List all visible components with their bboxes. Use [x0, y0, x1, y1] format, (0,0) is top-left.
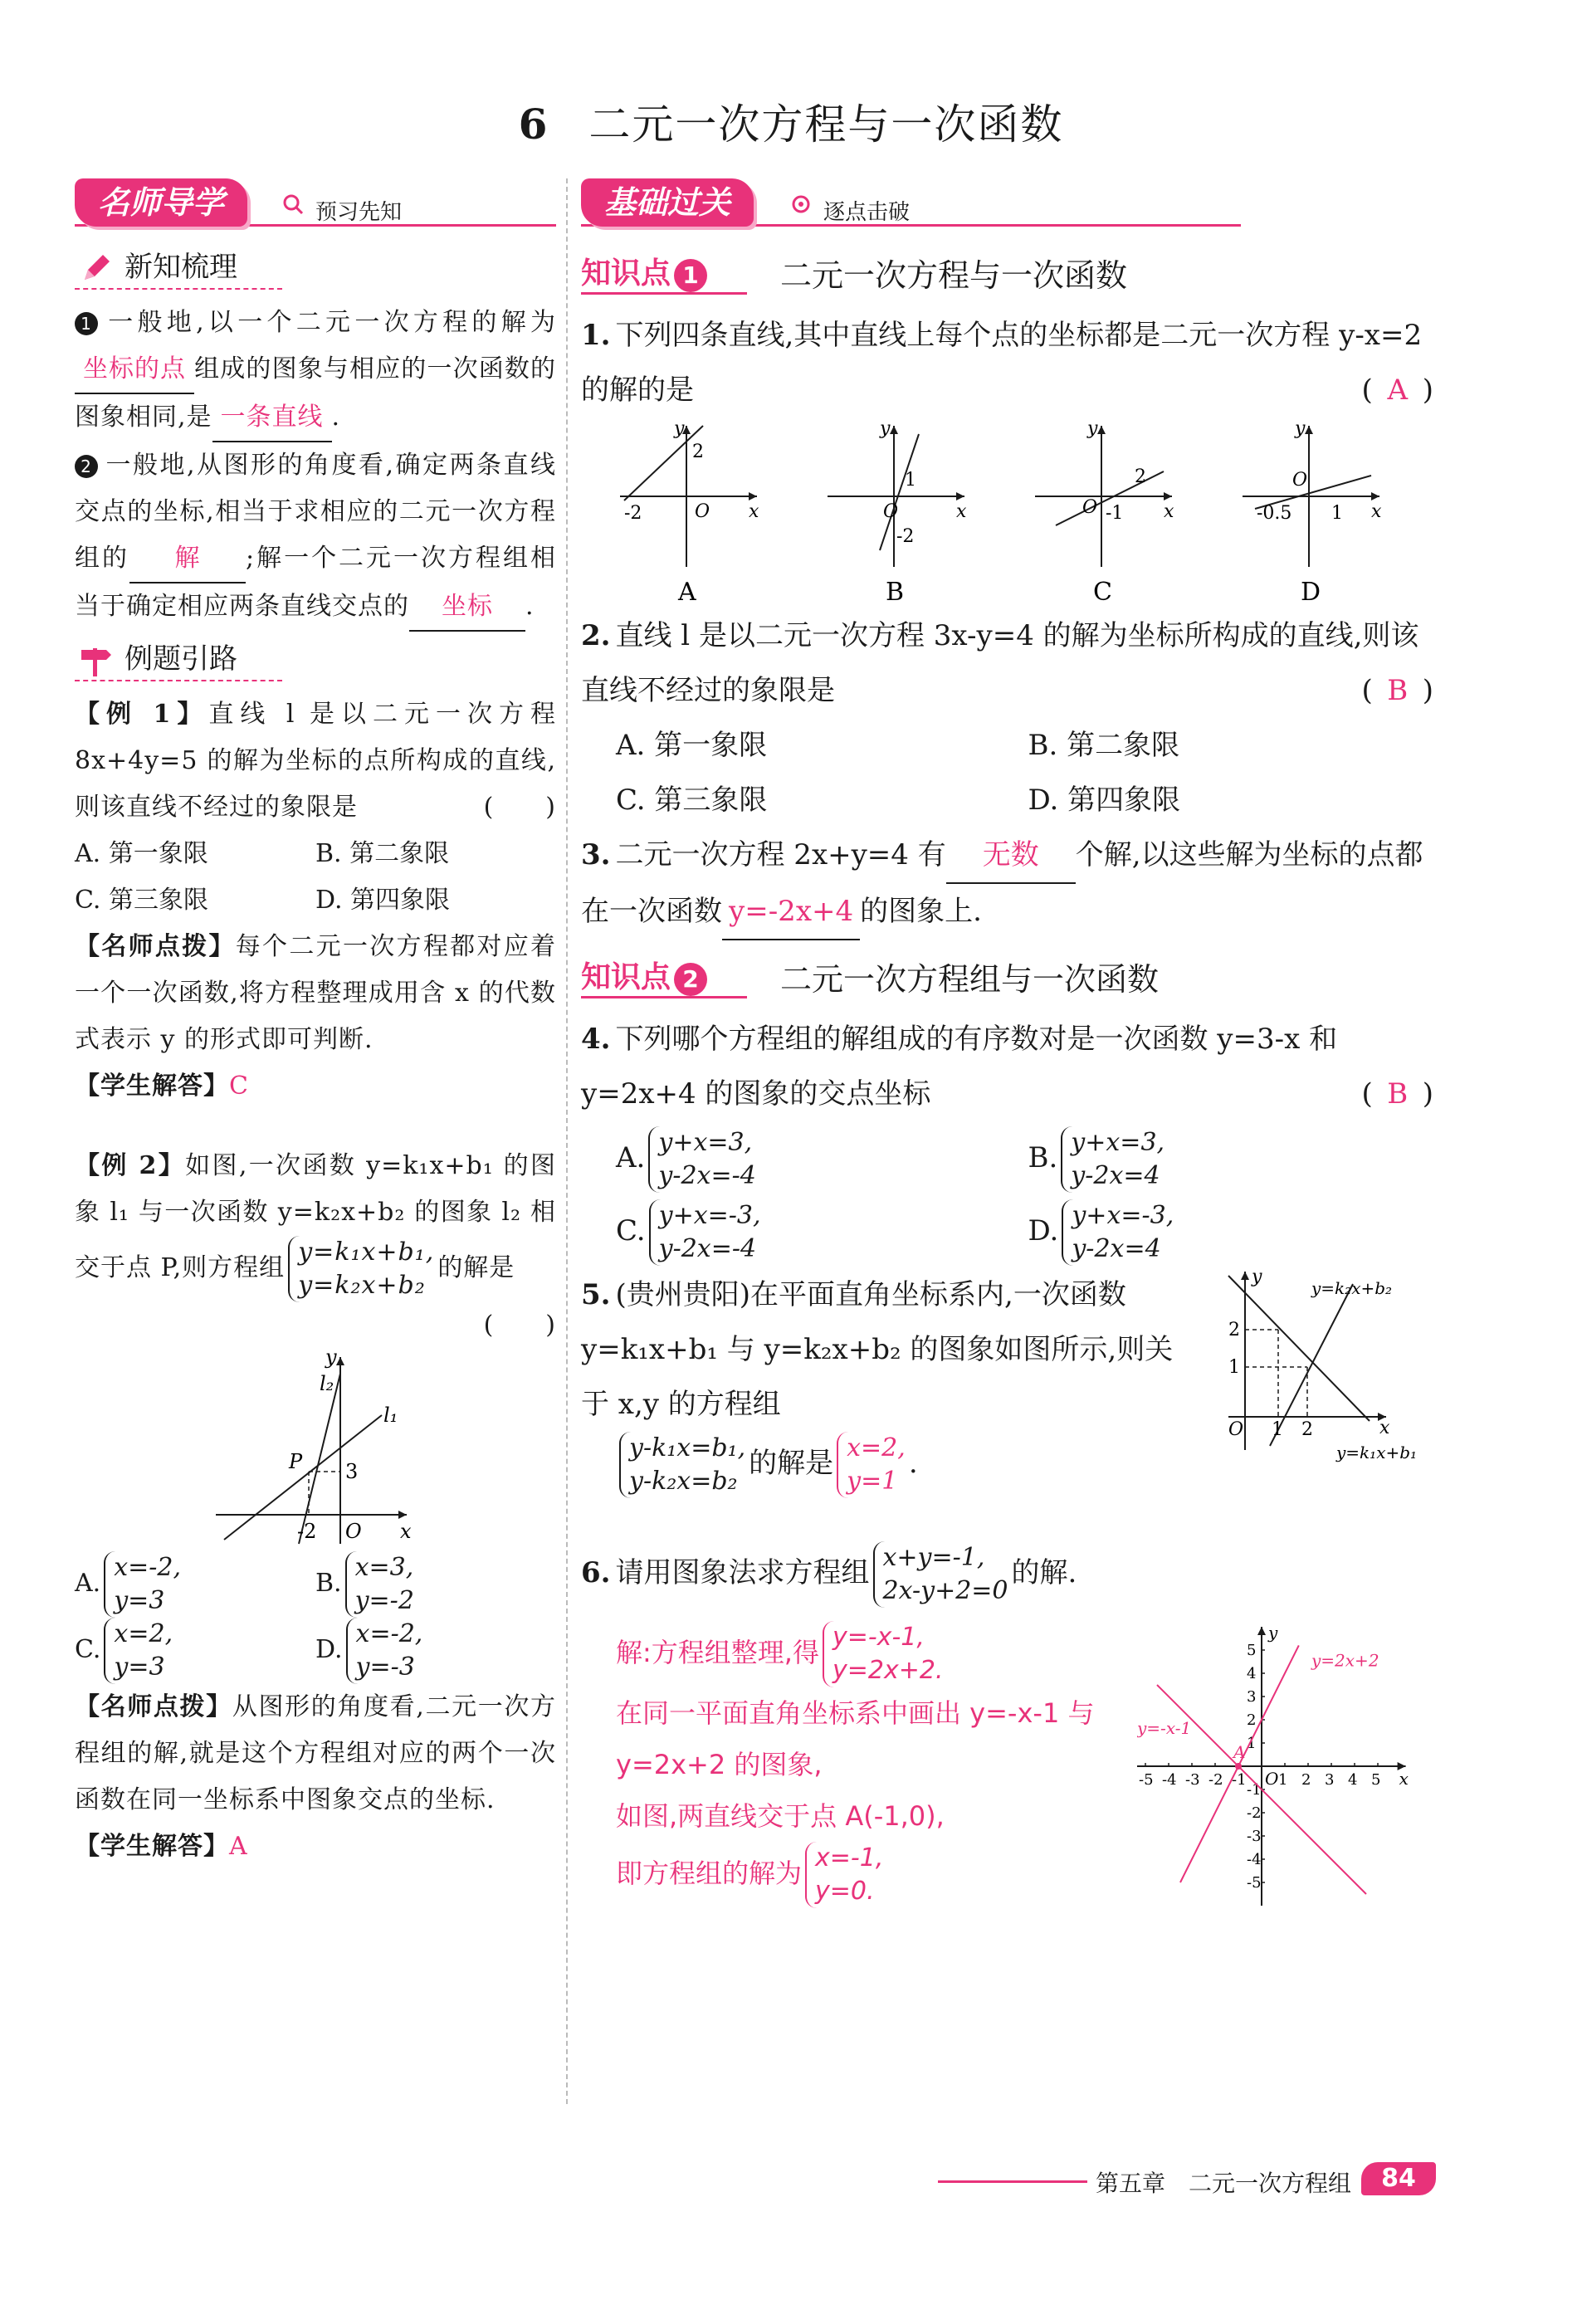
knowledge-point-heading-2: 知识点 2 二元一次方程组与一次函数: [581, 960, 1160, 998]
option-a: A.x=-2, y=3: [75, 1551, 315, 1618]
y-arrow-icon: [336, 1357, 344, 1365]
example-1-tip: 【名师点拨】每个二元一次方程都对应着一个一次函数,将方程整理成用含 x 的代数式表示 y 的形式即可判断.: [75, 932, 557, 1054]
l1-label: l₁: [383, 1404, 398, 1427]
svg-text:x: x: [956, 501, 967, 522]
y-tick-label: -1: [1247, 1781, 1262, 1799]
fill-blank: 解: [129, 535, 246, 583]
example-2-tip: 【名师点拨】从图形的角度看,二元一次方程组的解,就是这个方程组对应的两个一次函数在同一坐标系中图象交点的坐标.: [75, 1692, 556, 1814]
svg-text:x: x: [1379, 1418, 1390, 1438]
question-1: 1. 下列四条直线,其中直线上每个点的坐标都是二元一次方程 y-x=2 的解的是 ( A ): [581, 308, 1440, 417]
question-4-options: A. y+x=3, y-2x=-4 B. y+x=3, y-2x=4 C. y+x=-3, y-2x=-4 D. y+x=-3, y-2x=4: [581, 1121, 1440, 1267]
page-number: 84: [1361, 2162, 1436, 2195]
x-tick-label: 4: [1348, 1771, 1358, 1789]
question-2: 2. 直线 l 是以二元一次方程 3x-y=4 的解为坐标所构成的直线,则该直线不经过的象限是 ( B ): [581, 608, 1440, 718]
question-6-solution: 解:方程组整理,得 y=-x-1, y=2x+2. 在同一平面直角坐标系中画出 y=-x-1 与 y=2x+2 的图象, 如图,两直线交于点 A(-1,0), 即方程组的解为 x=-1, y=0. -5 -4 -3 -2 -1 1 2 3 4 5 5 4 3 2 1 -1 -2 -3 -4 -5 y=2x+2 y=-x-1 A O x y: [581, 1621, 1440, 2003]
y-tick-label: -3: [1247, 1828, 1262, 1845]
section-title: 二元一次方程与一次函数: [588, 100, 1064, 149]
x-tick-label: 3: [1325, 1771, 1335, 1789]
svg-text:O: O: [695, 501, 710, 522]
y-axis-label: y: [1268, 1623, 1278, 1643]
svg-text:-2: -2: [896, 526, 915, 547]
svg-text:O: O: [1228, 1419, 1244, 1440]
svg-text:x: x: [749, 501, 759, 522]
origin-label: O: [345, 1520, 362, 1543]
line-label-2: y=-x-1: [1137, 1717, 1192, 1738]
y-label: y: [325, 1349, 337, 1369]
svg-text:y: y: [1087, 418, 1098, 439]
tick-3: 3: [345, 1460, 359, 1483]
section-heading-examples: 例题引路: [75, 640, 556, 678]
l2-label: l₂: [320, 1372, 334, 1395]
q5-answer: x=2, y=1: [837, 1432, 906, 1498]
origin-label: O: [1265, 1769, 1279, 1789]
knowledge-point-2: 2 一般地,从图形的角度看,确定两条直线交点的坐标,相当于求相应的二元一次方程组的 解 ;解一个二元一次方程组相当于确定相应两条直线交点的 坐标 .: [75, 442, 556, 632]
question-4: 4. 下列哪个方程组的解组成的有序数对是一次函数 y=3-x 和 y=2x+4 的图象的交点坐标 ( B ): [581, 1012, 1440, 1121]
x-tick-label: -4: [1162, 1771, 1177, 1789]
x-arrow-icon: [398, 1511, 407, 1519]
svg-text:2: 2: [1228, 1320, 1240, 1340]
point-a: [1235, 1763, 1242, 1770]
svg-text:y: y: [1252, 1267, 1262, 1287]
section-heading-new-knowledge: 新知梳理: [75, 248, 556, 286]
question-2-options: A. 第一象限 B. 第二象限 C. 第三象限 D. 第四象限: [616, 729, 1181, 817]
x-tick-label: -1: [1232, 1771, 1247, 1789]
svg-text:x: x: [1371, 501, 1382, 522]
example-1-answer: 【学生解答】C: [75, 1072, 249, 1101]
x-tick-label: -2: [1208, 1771, 1223, 1789]
fill-blank: 坐标的点: [75, 346, 194, 394]
line-l2: [299, 1374, 340, 1544]
svg-text:y: y: [880, 418, 891, 439]
section-number: 6: [518, 100, 549, 149]
svg-text:2: 2: [1135, 466, 1146, 487]
banner-subtitle: 逐点击破: [823, 200, 911, 225]
svg-text:O: O: [1292, 470, 1308, 491]
example-2-answer: 【学生解答】A: [75, 1832, 248, 1861]
pencil-icon: [78, 250, 115, 286]
graph-c: [1031, 417, 1222, 608]
example-1-options: A. 第一象限 B. 第二象限 C. 第三象限 D. 第四象限: [75, 839, 451, 915]
magnifier-icon: [282, 193, 304, 215]
x-tick-label: -5: [1139, 1771, 1154, 1789]
x-tick-label: 1: [1278, 1771, 1288, 1789]
graph-label-a: A: [678, 578, 696, 607]
bullet-2: 2: [75, 455, 98, 478]
page-footer: [938, 2162, 1461, 2199]
fill-blank: 无数: [946, 828, 1076, 884]
y-tick-label: -2: [1247, 1804, 1262, 1822]
x-tick-label: 5: [1371, 1771, 1381, 1789]
svg-text:-1: -1: [1106, 503, 1124, 524]
left-column: [75, 178, 556, 1870]
y-tick-label: 2: [1247, 1711, 1257, 1729]
graph-label-b: B: [886, 578, 905, 607]
svg-text:x: x: [1164, 501, 1174, 522]
answer-mark: A: [1387, 374, 1409, 407]
x-tick-label: 2: [1301, 1771, 1311, 1789]
question-6: 6. 请用图象法求方程组 x+y=-1, 2x-y+2=0的解.: [581, 1541, 1440, 1608]
chapter-label: 第五章 二元一次方程组: [1087, 2165, 1360, 2199]
svg-text:O: O: [883, 501, 899, 522]
svg-text:1: 1: [905, 470, 916, 491]
right-column: [581, 178, 1440, 2003]
graph-d: [1238, 417, 1429, 608]
question-5-graph: [1204, 1267, 1444, 1467]
graph-a: [616, 417, 807, 608]
svg-text:y=k₂x+b₂: y=k₂x+b₂: [1311, 1278, 1393, 1298]
banner-tag: 基础过关: [581, 178, 754, 227]
question-1-graphs: [616, 417, 1440, 608]
x-tick-label: -3: [1185, 1771, 1200, 1789]
option-c: C.x=2, y=3: [75, 1618, 315, 1684]
banner-subtitle: 预习先知: [315, 200, 403, 225]
column-divider: [566, 178, 568, 2104]
svg-text:y: y: [674, 418, 685, 439]
fill-blank: y=-2x+4: [722, 884, 860, 940]
option-d: D.x=-2, y=-3: [315, 1618, 556, 1684]
svg-text:O: O: [1082, 497, 1098, 518]
example-1: 【例 1】直线 l 是以二元一次方程 8x+4y=5 的解为坐标的点所构成的直线,则该直线不经过的象限是 ( ): [75, 700, 556, 822]
svg-text:1: 1: [1331, 503, 1343, 524]
y-tick-label: 5: [1247, 1642, 1257, 1659]
equation-system: y=k₁x+b₁, y=k₂x+b₂: [288, 1236, 434, 1302]
knowledge-point-heading-1: 知识点 1 二元一次方程与一次函数: [581, 256, 1128, 294]
y-arrow-icon: [1257, 1627, 1266, 1635]
y-tick-label: -4: [1247, 1851, 1262, 1868]
banner-tag: 名师导学: [75, 178, 247, 227]
x-label: x: [400, 1520, 412, 1543]
graph-label-d: D: [1301, 578, 1321, 607]
y-tick-label: 3: [1247, 1688, 1257, 1706]
x-axis-label: x: [1399, 1769, 1409, 1789]
question-3: 3. 二元一次方程 2x+y=4 有 无数 个解,以这些解为坐标的点都在一次函数 y=-2x+4 的图象上.: [581, 828, 1440, 940]
signpost-icon: [78, 642, 115, 678]
svg-text:2: 2: [1301, 1419, 1313, 1440]
point-a-label: A: [1233, 1742, 1246, 1762]
svg-text:2: 2: [692, 442, 704, 462]
example-2-graph: [75, 1349, 556, 1548]
question-6-graph: [1137, 1621, 1440, 1920]
svg-text:-0.5: -0.5: [1257, 503, 1292, 524]
y-tick-label: 4: [1247, 1665, 1257, 1682]
example-2: 【例 2】如图,一次函数 y=k₁x+b₁ 的图象 l₁ 与一次函数 y=k₂x+b₂ 的图象 l₂ 相交于点 P,则方程组y=k₁x+b₁, y=k₂x+b₂的解是 ( ): [75, 1151, 556, 1340]
svg-text:y=k₁x+b₁: y=k₁x+b₁: [1336, 1443, 1418, 1462]
graph-label-c: C: [1093, 578, 1112, 607]
bullet-1: 1: [75, 312, 98, 335]
answer-mark: B: [1387, 1077, 1409, 1111]
right-banner: [581, 178, 1440, 230]
point-p-label: P: [289, 1450, 303, 1473]
fill-blank: 坐标: [409, 583, 525, 632]
question-5: 5. (贵州贵阳)在平面直角坐标系内,一次函数 y=k₁x+b₁ 与 y=k₂x+b₂ 的图象如图所示,则关于 x,y 的方程组 y x O y=k₂x+b₂ y=k₁x+b₁ 2 1 1 2 y-k₁x=b₁, y-k₂x=b₂的解是 x=2, y=1.: [581, 1267, 1440, 1541]
svg-text:1: 1: [1272, 1419, 1283, 1440]
y-tick-label: -5: [1247, 1874, 1262, 1892]
knowledge-point-1: 1 一般地,以一个二元一次方程的解为坐标的点 组成的图象与相应的一次函数的图象相同,是 一条直线 .: [75, 300, 556, 442]
svg-text:1: 1: [1228, 1357, 1240, 1378]
fill-blank: 一条直线: [212, 394, 332, 442]
tick-minus-2: -2: [297, 1520, 317, 1543]
answer-mark: B: [1387, 674, 1409, 707]
svg-text:y: y: [1295, 418, 1306, 439]
graph-b: [823, 417, 1014, 608]
example-2-options: [75, 1551, 556, 1684]
page-title: [0, 91, 1582, 151]
left-banner: [75, 178, 556, 230]
svg-text:-2: -2: [624, 503, 642, 524]
y-tick-label: 1: [1247, 1735, 1257, 1752]
option-b: B.x=3, y=-2: [315, 1551, 556, 1618]
line-label-1: y=2x+2: [1311, 1650, 1379, 1671]
target-icon: [790, 193, 812, 215]
